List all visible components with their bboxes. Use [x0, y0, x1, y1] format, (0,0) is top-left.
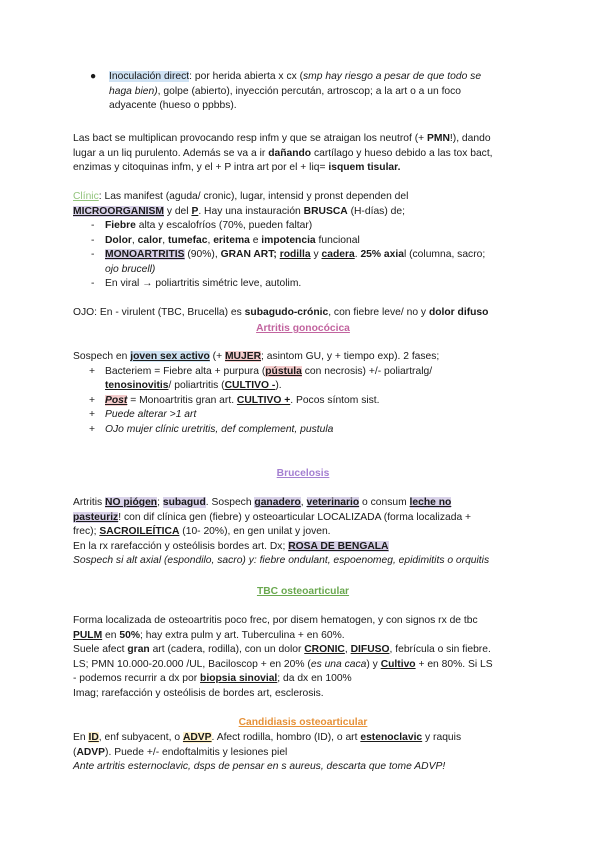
clinic-item: [73, 277, 533, 292]
text: LS; PMN 10.000-20.000 /UL, Bacilosco: [73, 658, 253, 670]
text-bold: ID: [88, 732, 99, 743]
text-bold: CULTIVO +: [236, 394, 291, 406]
tbc-section: [73, 614, 533, 701]
text: Las bact se multiplican provocando resp infm y que se atraigan los neutrof (+: [73, 133, 428, 144]
tbc-heading: TBC osteoarticular: [256, 586, 350, 597]
text-bold: eritema: [213, 234, 250, 246]
gono-item-cont: [73, 379, 533, 394]
text-bold: MUJER: [224, 351, 262, 362]
text-italic: ojo brucell): [105, 263, 156, 275]
text: art (cadera, rodilla), con un dolor: [149, 644, 305, 655]
text: ,: [131, 234, 138, 246]
text: . Afect rodilla, hombro (ID), o art: [211, 732, 361, 743]
gono-item: [73, 365, 533, 380]
gono-item: [73, 423, 533, 438]
text: con necrosis) +/- poliartralg/: [301, 365, 433, 377]
text-bold: Post: [105, 394, 128, 406]
text-bold: Cultivo: [380, 658, 416, 670]
text-bold: Dolor: [105, 234, 132, 246]
para-line: [73, 190, 533, 205]
text-bold: dolor difuso: [428, 307, 489, 318]
plus-icon: +: [89, 423, 96, 435]
gono-item: [73, 408, 533, 423]
text-bold: tumefac: [167, 234, 208, 246]
text-bold: impotencia: [261, 234, 316, 246]
text-bold: ROSA DE BENGALA: [288, 540, 389, 552]
text: cartílago y hueso debido a las tox bact,: [311, 147, 493, 159]
dash-icon: -: [91, 278, 95, 289]
text-bold: subagud: [162, 497, 206, 508]
gonococcal-heading: Artritis gonocócica: [256, 323, 350, 334]
text-bold: dañando: [268, 147, 312, 159]
text-bold: P: [191, 205, 199, 217]
text: + en 80%. Si LS: [415, 658, 493, 670]
inoculation-bullet: [90, 70, 539, 114]
text: = Monoartritis gran art.: [127, 394, 237, 406]
text: ,: [162, 234, 168, 246]
clinic-item-cont: [73, 263, 533, 278]
text: , febrícula o sin fiebre.: [389, 644, 491, 655]
plus-icon: +: [89, 394, 96, 406]
ojo-line: [73, 306, 533, 321]
para-line: [73, 525, 533, 540]
text: Artritis: [73, 497, 106, 508]
text: funcional: [315, 234, 360, 246]
text-bold: gran: [127, 644, 150, 655]
clinic-section: [73, 190, 533, 292]
text: e: [249, 234, 262, 246]
inoculation-term: Inoculación direct: [109, 71, 190, 82]
text-bold: MONOARTRITIS: [105, 249, 185, 260]
clinic-item: [73, 248, 533, 263]
text: : Las manifest (aguda/ cronic), lugar, intensid y pronst dependen del: [98, 191, 409, 202]
text-bold: 50%: [119, 629, 140, 641]
bacteria-paragraph: [73, 132, 533, 176]
text: ) y: [366, 658, 381, 670]
text: ; hay extra pulm y art. Tuberculina + en 60%.: [139, 629, 345, 641]
text-bold: BRUSCA: [303, 205, 348, 217]
text-bold: ganadero: [254, 497, 301, 508]
para-line: [73, 147, 533, 162]
text-bold: veterinario: [306, 497, 360, 508]
text-bold: Fiebre: [105, 220, 136, 231]
text: (90%),: [184, 249, 221, 260]
text: En viral → poliartritis simétric leve, autolim.: [105, 278, 302, 289]
candidiasis-heading: Candidiasis osteoarticular: [238, 717, 368, 728]
para-line: [73, 643, 533, 658]
para-line: [73, 731, 533, 746]
text: OJO: En - virulent (TBC, Brucella) es: [73, 307, 245, 318]
text-bold: GRAN ART;: [220, 249, 277, 260]
text: (+: [209, 351, 225, 362]
text: ! con dif clínica gen (fiebre) y osteoarticular LOCALIZADA (forma localizada +: [118, 511, 472, 523]
plus-icon: +: [89, 409, 96, 420]
para-line: [73, 672, 533, 687]
text: alta y escalofríos (70%, pueden faltar): [135, 220, 313, 231]
text: en: [102, 629, 120, 641]
text: frec);: [73, 526, 100, 537]
text-bold: 25% axia: [360, 249, 404, 260]
text: ;: [157, 497, 163, 508]
para-line: [73, 746, 533, 761]
text: ,: [344, 644, 351, 655]
plus-icon: +: [89, 365, 96, 377]
gonococcal-section: [73, 350, 533, 437]
text: y raquis: [422, 732, 462, 743]
candidiasis-section: [73, 731, 533, 775]
para-line: [73, 540, 533, 555]
bullet-line-2: [109, 85, 539, 100]
text-bold: pasteuriz: [73, 511, 119, 523]
text-italic: Ante artritis esternoclavic, dsps de pensar en s aureus, descarta que tome ADVP!: [73, 761, 446, 772]
text-bold: rodilla: [279, 249, 311, 260]
text: (H-días) de;: [347, 205, 405, 217]
text-italic: Puede alterar >1 art: [105, 409, 197, 420]
para-line: [73, 658, 533, 673]
para-line: Imag; rarefacción y osteólisis de bordes art, esclerosis.: [73, 687, 324, 699]
bullet-dot-icon: ●: [90, 71, 97, 82]
para-line: [73, 132, 533, 147]
text: p + en 20% (: [252, 658, 311, 670]
dash-icon: -: [91, 234, 95, 246]
text-bold: subagudo-crónic: [244, 307, 329, 318]
bullet-line-3: adyacente (hueso o ppbbs).: [109, 100, 237, 111]
text: . Hay una instauración: [198, 205, 304, 217]
text-bold: CULTIVO -: [224, 380, 276, 391]
text: , enf subyacent, o: [98, 732, 183, 743]
text: ).: [275, 380, 282, 391]
brucellosis-section: [73, 496, 533, 569]
text-italic: Sospech si alt axial (espondilo, sacro) y: fiebre ondulant, espoenomeg, epidimitits o orquitis: [73, 555, 490, 566]
dash-icon: -: [91, 220, 95, 231]
bullet-line-1: [90, 70, 539, 85]
text: En la rx rarefacción y osteólisis bordes art. Dx;: [73, 540, 289, 552]
text: , con fiebre leve/ no y: [328, 307, 429, 318]
para-line: [73, 161, 533, 176]
text: ,: [300, 497, 307, 508]
text: .: [354, 249, 361, 260]
text: y: [310, 249, 322, 260]
clinic-item: [73, 234, 533, 249]
text: / poliartritis (: [168, 380, 225, 391]
text: ; da dx en 100%: [277, 673, 352, 684]
text: . Pocos síntom sist.: [290, 394, 380, 406]
text-bold: SACROILEÍTICA: [99, 526, 180, 537]
text-bold: cadera: [321, 249, 355, 260]
para-line: [73, 629, 533, 644]
text: (: [73, 746, 77, 758]
text: (10- 20%), en gen unilat y joven.: [179, 526, 331, 537]
text: : por herida abierta x cx (: [189, 71, 304, 82]
text: ). Puede +/- endoftalmitis y lesiones piel: [105, 746, 288, 758]
text-bold: pústula: [265, 365, 302, 377]
text: ,: [207, 234, 214, 246]
text-bold: leche no: [409, 497, 452, 508]
text-bold: ADVP: [182, 732, 212, 743]
clinic-item: [73, 219, 533, 234]
text: !), dando: [449, 133, 491, 144]
text-bold: biopsia sinovial: [200, 673, 278, 684]
text: Sospech en: [73, 351, 131, 362]
brucellosis-heading: Brucelosis: [276, 468, 330, 479]
para-line: [73, 496, 533, 511]
para-line: [73, 306, 533, 321]
text: o consum: [359, 497, 410, 508]
para-line: Forma localizada de osteoartritis poco frec, por disem hematogen, y con signos rx de tbc: [73, 615, 478, 626]
text-bold: NO piógen: [105, 497, 158, 508]
text: lugar a un liq purulento. Además se va a ir: [73, 147, 269, 159]
text: , golpe (abierto), inyección percután, artroscop; a la art o a un foco: [157, 85, 462, 97]
text-bold: calor: [137, 234, 163, 246]
text-bold: DIFUSO: [350, 644, 390, 655]
text-bold: PMN: [427, 133, 450, 144]
text: enzimas y citoquinas infm, y el + P intra art por el + liq=: [73, 162, 329, 173]
text-italic: OJo mujer clínic uretritis, def complement, pustula: [105, 423, 334, 435]
text-bold: joven sex activo: [130, 351, 210, 362]
para-line: [73, 350, 533, 365]
text-bold: PULM: [73, 629, 103, 641]
text-italic: haga bien): [109, 85, 158, 97]
para-line: [73, 511, 533, 526]
text: l (columna, sacro;: [403, 249, 486, 260]
text-bold: tenosinovitis: [105, 380, 169, 391]
text: . Sospech: [205, 497, 255, 508]
para-line: [73, 205, 533, 220]
text: Bacteriem = Fiebre alta + purpura (: [105, 365, 266, 377]
text: Suele afect: [73, 644, 128, 655]
text: En: [73, 732, 89, 743]
text-bold: estenoclavic: [360, 732, 423, 743]
clinic-label: Clínic: [73, 191, 99, 202]
text: - podemos recurrir a dx por: [73, 673, 201, 684]
gono-item: [73, 394, 533, 409]
text: y del: [163, 205, 192, 217]
dash-icon: -: [91, 249, 95, 260]
text-bold: isquem tisular.: [328, 162, 401, 173]
text-bold: MICROORGANISM: [73, 205, 164, 217]
text-italic: smp hay riesgo a pesar de que todo se: [303, 71, 482, 82]
text: ; asintom GU, y + tiempo exp). 2 fases;: [261, 351, 440, 362]
text-bold: ADVP: [76, 746, 106, 758]
text-italic: es una caca: [310, 658, 367, 670]
text-bold: CRONIC: [304, 644, 345, 655]
